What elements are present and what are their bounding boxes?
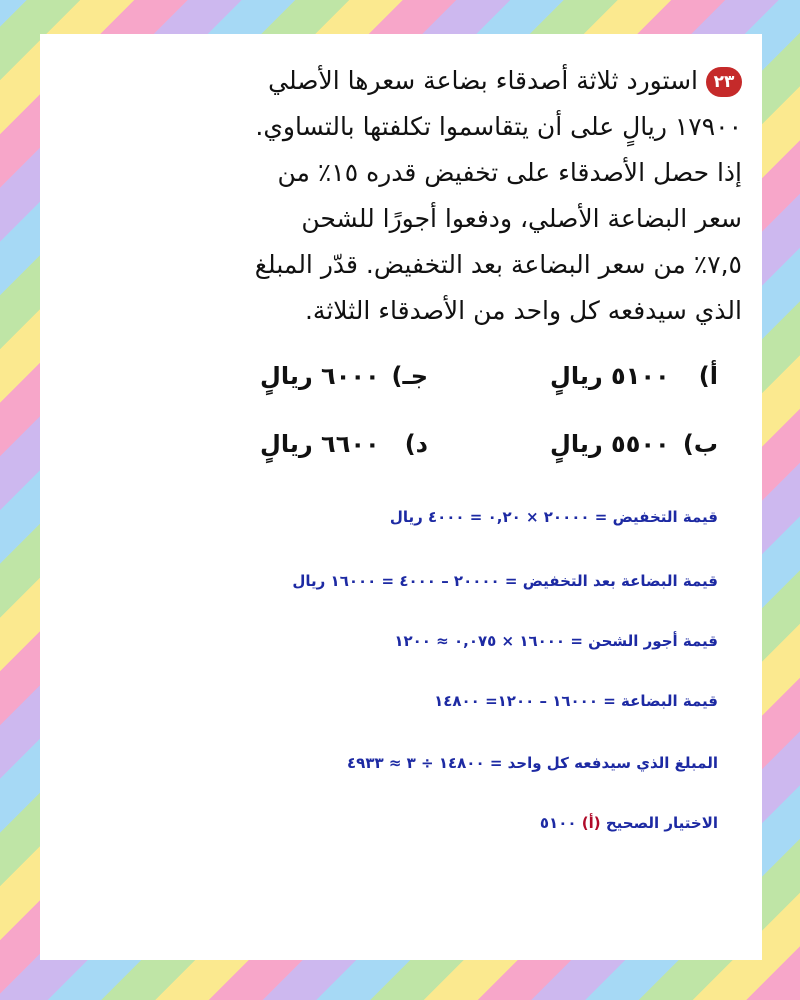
solution-step-4: قيمة البضاعة = ١٦٠٠٠ – ١٢٠٠= ١٤٨٠٠ [434, 692, 718, 710]
choice-d-letter: د) [404, 430, 428, 458]
choice-d[interactable] [260, 430, 428, 458]
solution-step-2: قيمة البضاعة بعد التخفيض = ٢٠٠٠٠ – ٤٠٠٠ = ١٦٠٠٠ ريال [292, 572, 718, 590]
problem-line-3: إذا حصل الأصدقاء على تخفيض قدره ١٥٪ من [277, 158, 742, 187]
choice-c-value: ٦٠٠٠ ريالٍ [260, 362, 380, 390]
problem-line-5: ٧,٥٪ من سعر البضاعة بعد التخفيض. قدّر المبلغ [254, 250, 742, 279]
choices-row-2 [158, 430, 718, 464]
problem-line-1: ٢٣استورد ثلاثة أصدقاء بضاعة سعرها الأصلي [102, 58, 742, 104]
choice-b-letter: ب) [682, 430, 718, 458]
correct-answer-label: الاختيار الصحيح [605, 814, 718, 832]
answer-choices [158, 362, 718, 464]
choice-a-letter: أ) [698, 362, 718, 390]
correct-answer-choice: (أ) [581, 814, 601, 832]
correct-answer-value: ٥١٠٠ [539, 814, 577, 832]
question-number-badge: ٢٣ [706, 67, 742, 97]
problem-line-6: الذي سيدفعه كل واحد من الأصدقاء الثلاثة. [304, 296, 742, 325]
solution-step-5: المبلغ الذي سيدفعه كل واحد = ١٤٨٠٠ ÷ ٣ ≈ ٤٩٣٣ [347, 754, 718, 772]
worksheet-card [40, 34, 762, 960]
problem-line-4: سعر البضاعة الأصلي، ودفعوا أجورًا للشحن [301, 204, 742, 233]
correct-answer [540, 814, 718, 832]
problem-statement [102, 58, 742, 334]
choice-b-value: ٥٥٠٠ ريالٍ [550, 430, 670, 458]
choice-d-value: ٦٦٠٠ ريالٍ [260, 430, 380, 458]
choice-a[interactable] [550, 362, 718, 390]
solution-step-3: قيمة أجور الشحن = ١٦٠٠٠ × ٠,٠٧٥ ≈ ١٢٠٠ [394, 632, 718, 650]
choice-c[interactable] [260, 362, 428, 390]
choices-row-1 [158, 362, 718, 396]
choice-a-value: ٥١٠٠ ريالٍ [550, 362, 670, 390]
solution-step-1: قيمة التخفيض = ٢٠٠٠٠ × ٠,٢٠ = ٤٠٠٠ ريال [389, 508, 718, 526]
problem-line-2: ١٧٩٠٠ ريالٍ على أن يتقاسموا تكلفتها بالتساوي. [255, 112, 742, 141]
choice-b[interactable] [550, 430, 718, 458]
choice-c-letter: جـ) [391, 362, 428, 390]
solution-steps [78, 508, 718, 848]
